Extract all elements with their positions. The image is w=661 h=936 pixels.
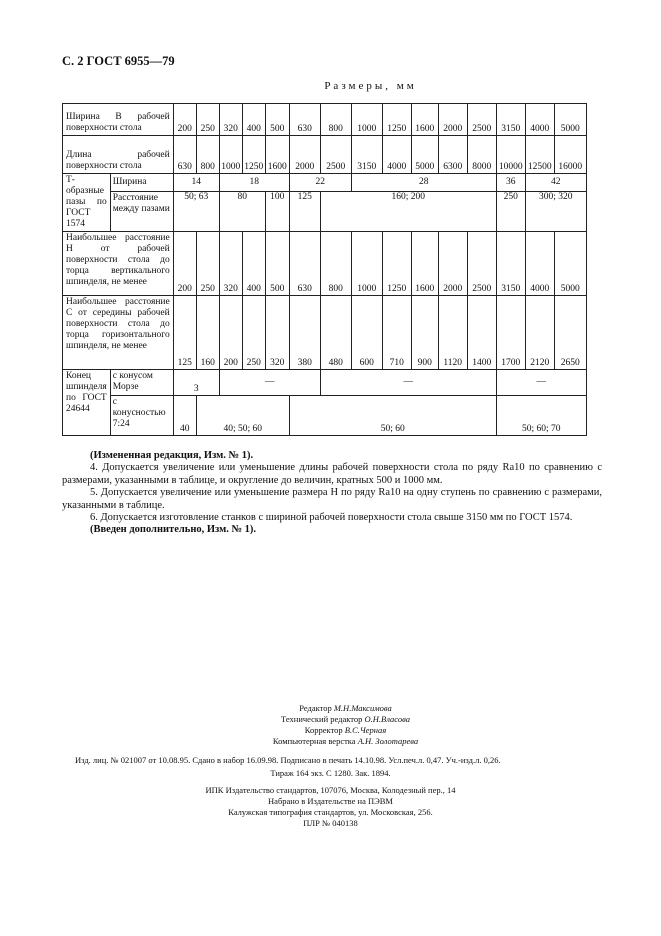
table-cell: 1120 [438, 296, 467, 370]
row-label-spindle: Конец шпинделя по ГОСТ 24644 [63, 370, 111, 436]
table-cell: — [496, 370, 586, 396]
credits [0, 703, 661, 747]
table-cell: 3150 [496, 232, 525, 296]
imprint-line: ПЛР № 040138 [303, 818, 358, 828]
notes [62, 450, 602, 537]
credit-line: Технический редактор О.Н.Власова [281, 714, 410, 724]
table-cell: 1600 [265, 136, 289, 174]
table-cell: 3 [173, 370, 219, 396]
table-cell: 2500 [467, 232, 496, 296]
table-row [63, 296, 587, 370]
table-cell: 125 [173, 296, 196, 370]
table-cell: 80 [219, 191, 265, 231]
table-cell: 100 [265, 191, 289, 231]
table-cell: 50; 63 [173, 191, 219, 231]
table-cell: 630 [289, 104, 320, 136]
table-cell: 2000 [438, 232, 467, 296]
table-cell: 2120 [525, 296, 554, 370]
imprint [0, 785, 661, 829]
row-label-tslots: Т-образные пазы по ГОСТ 1574 [63, 174, 111, 232]
table-cell: 12500 [525, 136, 554, 174]
table-cell: 4000 [525, 104, 554, 136]
note-introduced: (Введен дополнительно, Изм. № 1). [90, 524, 257, 536]
table-cell: 5000 [554, 104, 586, 136]
table-row [63, 396, 587, 436]
print-run: Тираж 164 экз. С 1280. Зак. 1894. [270, 768, 391, 778]
table-cell: 320 [265, 296, 289, 370]
imprint-line: Набрано в Издательстве на ПЭВМ [268, 796, 393, 806]
table-cell: 1250 [382, 104, 411, 136]
table-cell: 160; 200 [320, 191, 496, 231]
dimensions-table [62, 103, 587, 436]
table-cell: 630 [289, 232, 320, 296]
credit-line: Редактор М.Н.Максимова [299, 703, 392, 713]
table-cell: 1250 [382, 232, 411, 296]
table-cell: 800 [196, 136, 219, 174]
note-4: 4. Допускается увеличение или уменьшение длины рабочей поверхности стола по ряду Ra10 по сравнению с размерами, указанными в таблице, и округление до величин, кратных 500 и 1000 мм. [62, 462, 602, 486]
table-cell: 2500 [467, 104, 496, 136]
note-6: 6. Допускается изготовление станков с шириной рабочей поверхности стола свыше 3150 мм по ГОСТ 1574. [90, 512, 573, 524]
table-cell: 40; 50; 60 [196, 396, 289, 436]
table-cell: 50; 60; 70 [496, 396, 586, 436]
table-cell: 8000 [467, 136, 496, 174]
table-cell: 5000 [554, 232, 586, 296]
table-cell: 40 [173, 396, 196, 436]
table-cell: 320 [219, 232, 242, 296]
table-cell: 320 [219, 104, 242, 136]
table-cell: 250 [242, 296, 265, 370]
table-cell: 480 [320, 296, 351, 370]
table-row [63, 232, 587, 296]
table-cell: 36 [496, 174, 525, 192]
table-cell: 1000 [351, 232, 382, 296]
credit-line: Компьютерная верстка А.Н. Золотарева [272, 736, 419, 746]
row-label-morse: с конусом Морзе [110, 370, 173, 396]
row-label-slot-spacing: Расстояние между пазами [110, 191, 173, 231]
table-row [63, 104, 587, 136]
row-label-c: Наибольшее расстояние С от середины рабочей поверхности стола до торца горизонтального шпинделя, не менее [63, 296, 174, 370]
table-cell: 1600 [411, 104, 438, 136]
table-cell: 125 [289, 191, 320, 231]
row-label-length: Длина рабочей поверхности стола [63, 136, 174, 174]
table-cell: 800 [320, 104, 351, 136]
table-cell: 1700 [496, 296, 525, 370]
table-cell: 710 [382, 296, 411, 370]
row-label-h: Наибольшее расстояние Н от рабочей поверхности стола до торца вертикального шпинделя, не менее [63, 232, 174, 296]
table-cell: 200 [173, 104, 196, 136]
table-cell: 800 [320, 232, 351, 296]
table-cell: 2500 [320, 136, 351, 174]
table-cell: 2000 [438, 104, 467, 136]
table-cell: — [320, 370, 496, 396]
table-cell: 200 [219, 296, 242, 370]
table-cell: 10000 [496, 136, 525, 174]
table-cell: 500 [265, 104, 289, 136]
table-cell: 50; 60 [289, 396, 496, 436]
table-caption: Размеры, мм [324, 80, 417, 92]
note-5: 5. Допускается увеличение или уменьшение размера Н по ряду Ra10 на одну ступень по сравнению с размерами, указанными в таблице. [62, 487, 602, 511]
table-cell: 3150 [351, 136, 382, 174]
table-cell: 4000 [382, 136, 411, 174]
table-cell: 14 [173, 174, 219, 192]
table-cell: 42 [525, 174, 586, 192]
table-cell: 1000 [219, 136, 242, 174]
table-cell: 1000 [351, 104, 382, 136]
imprint-line: ИПК Издательство стандартов, 107076, Москва, Колодезный пер., 14 [205, 785, 456, 795]
table-cell: 16000 [554, 136, 586, 174]
table-cell: 250 [496, 191, 525, 231]
table-cell: 22 [289, 174, 351, 192]
table-cell: 3150 [496, 104, 525, 136]
row-label-taper: с конусностью 7:24 [110, 396, 173, 436]
imprint-line: Калужская типография стандартов, ул. Московская, 256. [228, 807, 433, 817]
table-cell: 630 [173, 136, 196, 174]
table-cell: 18 [219, 174, 289, 192]
table-cell: 2000 [289, 136, 320, 174]
table-cell: 1250 [242, 136, 265, 174]
table-cell: 1400 [467, 296, 496, 370]
table-row [63, 174, 587, 192]
row-label-width: Ширина В рабочей поверхности стола [63, 104, 174, 136]
table-cell: 600 [351, 296, 382, 370]
table-cell: — [219, 370, 320, 396]
table-cell: 28 [351, 174, 496, 192]
table-cell: 2650 [554, 296, 586, 370]
row-label-slot-width: Ширина [110, 174, 173, 192]
page-header: С. 2 ГОСТ 6955—79 [62, 54, 175, 68]
table-cell: 5000 [411, 136, 438, 174]
publication-details: Изд. лиц. № 021007 от 10.08.95. Сдано в набор 16.09.98. Подписано в печать 14.10.98. Усл.печ.л. 0,47. Уч.-изд.л. 0,26. [75, 755, 501, 765]
table-cell: 380 [289, 296, 320, 370]
table-cell: 6300 [438, 136, 467, 174]
table-cell: 300; 320 [525, 191, 586, 231]
table-cell: 250 [196, 232, 219, 296]
table-row [63, 191, 587, 231]
table-cell: 400 [242, 232, 265, 296]
table-row [63, 370, 587, 396]
table-cell: 200 [173, 232, 196, 296]
credit-line: Корректор В.С.Черная [304, 725, 387, 735]
table-row [63, 136, 587, 174]
note-amended: (Измененная редакция, Изм. № 1). [90, 450, 254, 461]
table-cell: 4000 [525, 232, 554, 296]
table-cell: 160 [196, 296, 219, 370]
table-cell: 900 [411, 296, 438, 370]
table-cell: 400 [242, 104, 265, 136]
table-cell: 1600 [411, 232, 438, 296]
table-cell: 250 [196, 104, 219, 136]
table-cell: 500 [265, 232, 289, 296]
